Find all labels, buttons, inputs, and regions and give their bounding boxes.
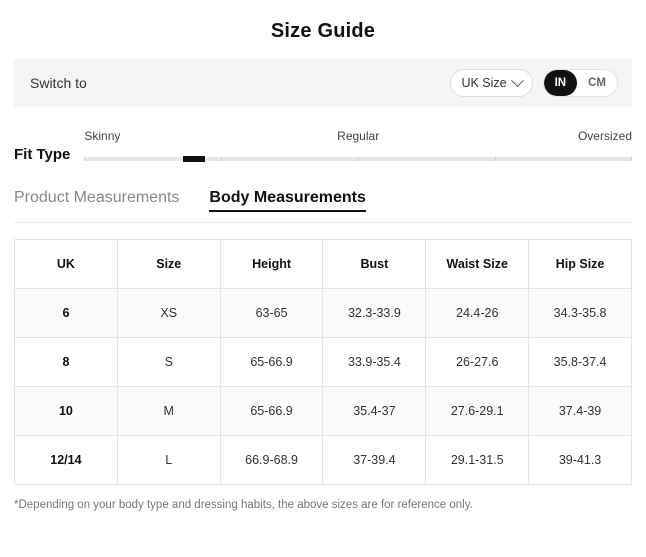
fit-type-options [84, 129, 632, 147]
unit-toggle[interactable] [543, 69, 618, 97]
table-header-cell: Bust [323, 240, 426, 289]
table-cell: 63-65 [220, 289, 323, 338]
fit-slider-tick [631, 157, 632, 161]
fit-slider-thumb[interactable] [183, 156, 205, 162]
unit-option-cm[interactable]: CM [588, 77, 606, 89]
table-cell: L [117, 436, 220, 485]
table-cell: 10 [15, 387, 118, 436]
table-cell: 27.6-29.1 [426, 387, 529, 436]
table-row [15, 338, 632, 387]
size-table [14, 239, 632, 485]
fit-option-regular[interactable]: Regular [337, 129, 380, 143]
table-cell: S [117, 338, 220, 387]
table-cell: 8 [15, 338, 118, 387]
tab-body-measurements[interactable]: Body Measurements [209, 189, 366, 212]
size-system-value: UK Size [461, 76, 507, 90]
table-cell: 65-66.9 [220, 338, 323, 387]
fit-type-label: Fit Type [14, 146, 71, 163]
tab-product-measurements[interactable]: Product Measurements [14, 189, 180, 206]
table-row [15, 436, 632, 485]
table-cell: 37-39.4 [323, 436, 426, 485]
table-cell: 29.1-31.5 [426, 436, 529, 485]
size-system-select[interactable] [450, 69, 532, 97]
fit-type-slider[interactable] [84, 129, 632, 169]
table-cell: 26-27.6 [426, 338, 529, 387]
table-cell: 12/14 [15, 436, 118, 485]
table-cell: 32.3-33.9 [323, 289, 426, 338]
table-cell: 34.3-35.8 [529, 289, 632, 338]
table-cell: 65-66.9 [220, 387, 323, 436]
fit-slider-tick [495, 157, 496, 161]
table-cell: XS [117, 289, 220, 338]
chevron-down-icon [511, 74, 524, 87]
fit-option-oversized[interactable]: Oversized [577, 129, 632, 143]
switch-controls [450, 69, 618, 97]
table-row [15, 387, 632, 436]
footnote-text: *Depending on your body type and dressing habits, the above sizes are for reference only. [14, 499, 473, 511]
unit-switch-bar [14, 59, 632, 107]
fit-slider-tick [84, 157, 85, 161]
fit-type-row [14, 129, 632, 169]
table-cell: 24.4-26 [426, 289, 529, 338]
table-header-cell: Height [220, 240, 323, 289]
table-cell: 37.4-39 [529, 387, 632, 436]
table-cell: 35.8-37.4 [529, 338, 632, 387]
fit-option-skinny[interactable]: Skinny [84, 129, 121, 143]
table-cell: 35.4-37 [323, 387, 426, 436]
measurement-tabs [14, 189, 632, 223]
table-cell: M [117, 387, 220, 436]
table-cell: 33.9-35.4 [323, 338, 426, 387]
table-row [15, 289, 632, 338]
table-header-cell: UK [15, 240, 118, 289]
unit-option-in[interactable]: IN [544, 70, 578, 96]
page-title: Size Guide [270, 20, 376, 42]
table-cell: 66.9-68.9 [220, 436, 323, 485]
fit-slider-tick [358, 157, 359, 161]
table-header-cell: Size [117, 240, 220, 289]
table-header-cell: Hip Size [529, 240, 632, 289]
fit-slider-tick [221, 157, 222, 161]
switch-to-label: Switch to [30, 75, 87, 91]
table-header-cell: Waist Size [426, 240, 529, 289]
table-header-row [15, 240, 632, 289]
table-cell: 6 [15, 289, 118, 338]
table-cell: 39-41.3 [529, 436, 632, 485]
